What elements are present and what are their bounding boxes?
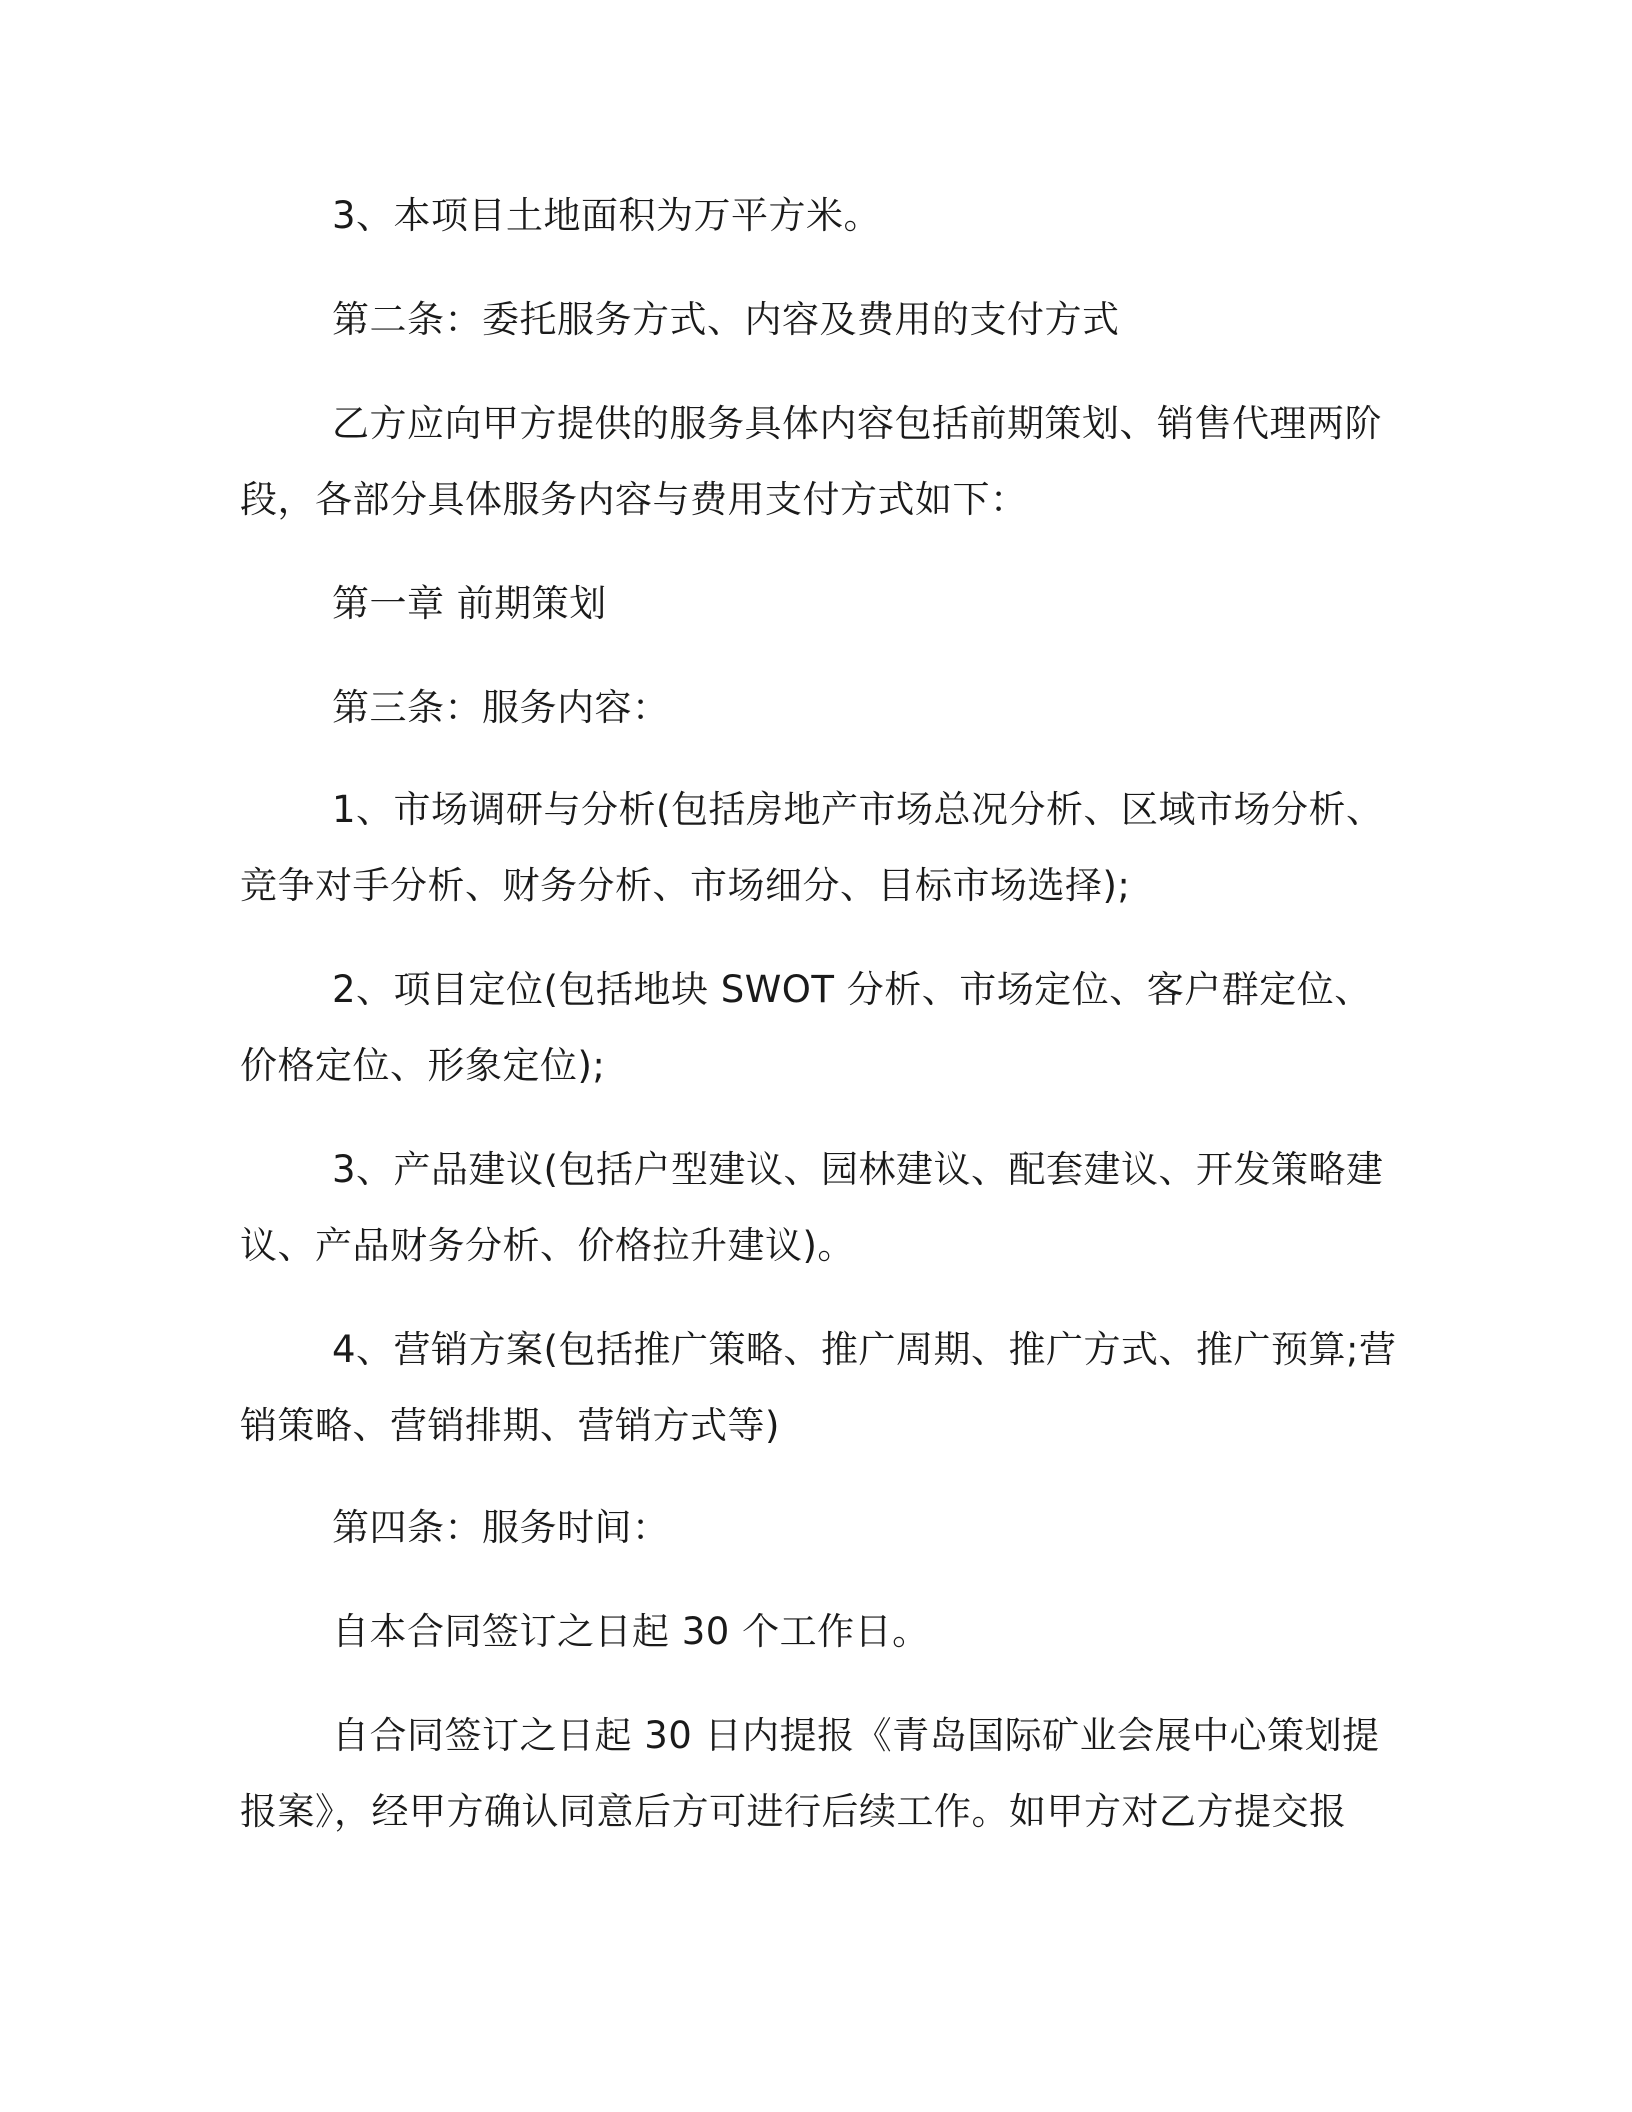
paragraph-line: 3、本项目土地面积为万平方米。 (332, 194, 882, 237)
paragraph-line: 2、项目定位(包括地块 SWOT 分析、市场定位、客户群定位、 (332, 968, 1372, 1011)
paragraph-line: 1、市场调研与分析(包括房地产市场总况分析、区域市场分析、 (332, 788, 1384, 831)
paragraph-line: 第二条：委托服务方式、内容及费用的支付方式 (332, 298, 1120, 341)
paragraph-line: 报案》，经甲方确认同意后方可进行后续工作。如甲方对乙方提交报 (240, 1790, 1347, 1833)
paragraph-line: 销策略、营销排期、营销方式等) (240, 1404, 780, 1447)
paragraph-service-scope (240, 386, 1400, 538)
paragraph-line: 乙方应向甲方提供的服务具体内容包括前期策划、销售代理两阶 (332, 402, 1382, 445)
list-item-positioning (240, 952, 1400, 1104)
paragraph-line: 第三条：服务内容： (332, 686, 670, 729)
paragraph-line: 第一章 前期策划 (332, 582, 607, 625)
list-item-marketing-plan (240, 1312, 1400, 1464)
list-item-market-research (240, 772, 1400, 924)
clause-two-heading (240, 282, 1400, 358)
paragraph-line: 3、产品建议(包括户型建议、园林建议、配套建议、开发策略建 (332, 1148, 1384, 1191)
paragraph-line: 4、营销方案(包括推广策略、推广周期、推广方式、推广预算;营 (332, 1328, 1397, 1371)
paragraph-line: 段，各部分具体服务内容与费用支付方式如下： (240, 478, 1028, 521)
paragraph-line: 自合同签订之日起 30 日内提报《青岛国际矿业会展中心策划提 (332, 1714, 1380, 1757)
paragraph-line: 竞争对手分析、财务分析、市场细分、目标市场选择); (240, 864, 1131, 907)
clause-three-heading (240, 670, 1400, 746)
paragraph-working-days (240, 1594, 1400, 1670)
paragraph-line: 自本合同签订之日起 30 个工作日。 (332, 1610, 930, 1653)
chapter-one-heading (240, 566, 1400, 642)
paragraph-line: 议、产品财务分析、价格拉升建议)。 (240, 1224, 855, 1267)
paragraph-land-area (240, 178, 1400, 254)
clause-four-heading (240, 1490, 1400, 1566)
paragraph-line: 第四条：服务时间： (332, 1506, 670, 1549)
paragraph-line: 价格定位、形象定位); (240, 1044, 606, 1087)
paragraph-proposal-deadline (240, 1698, 1400, 1850)
list-item-product-advice (240, 1132, 1400, 1284)
